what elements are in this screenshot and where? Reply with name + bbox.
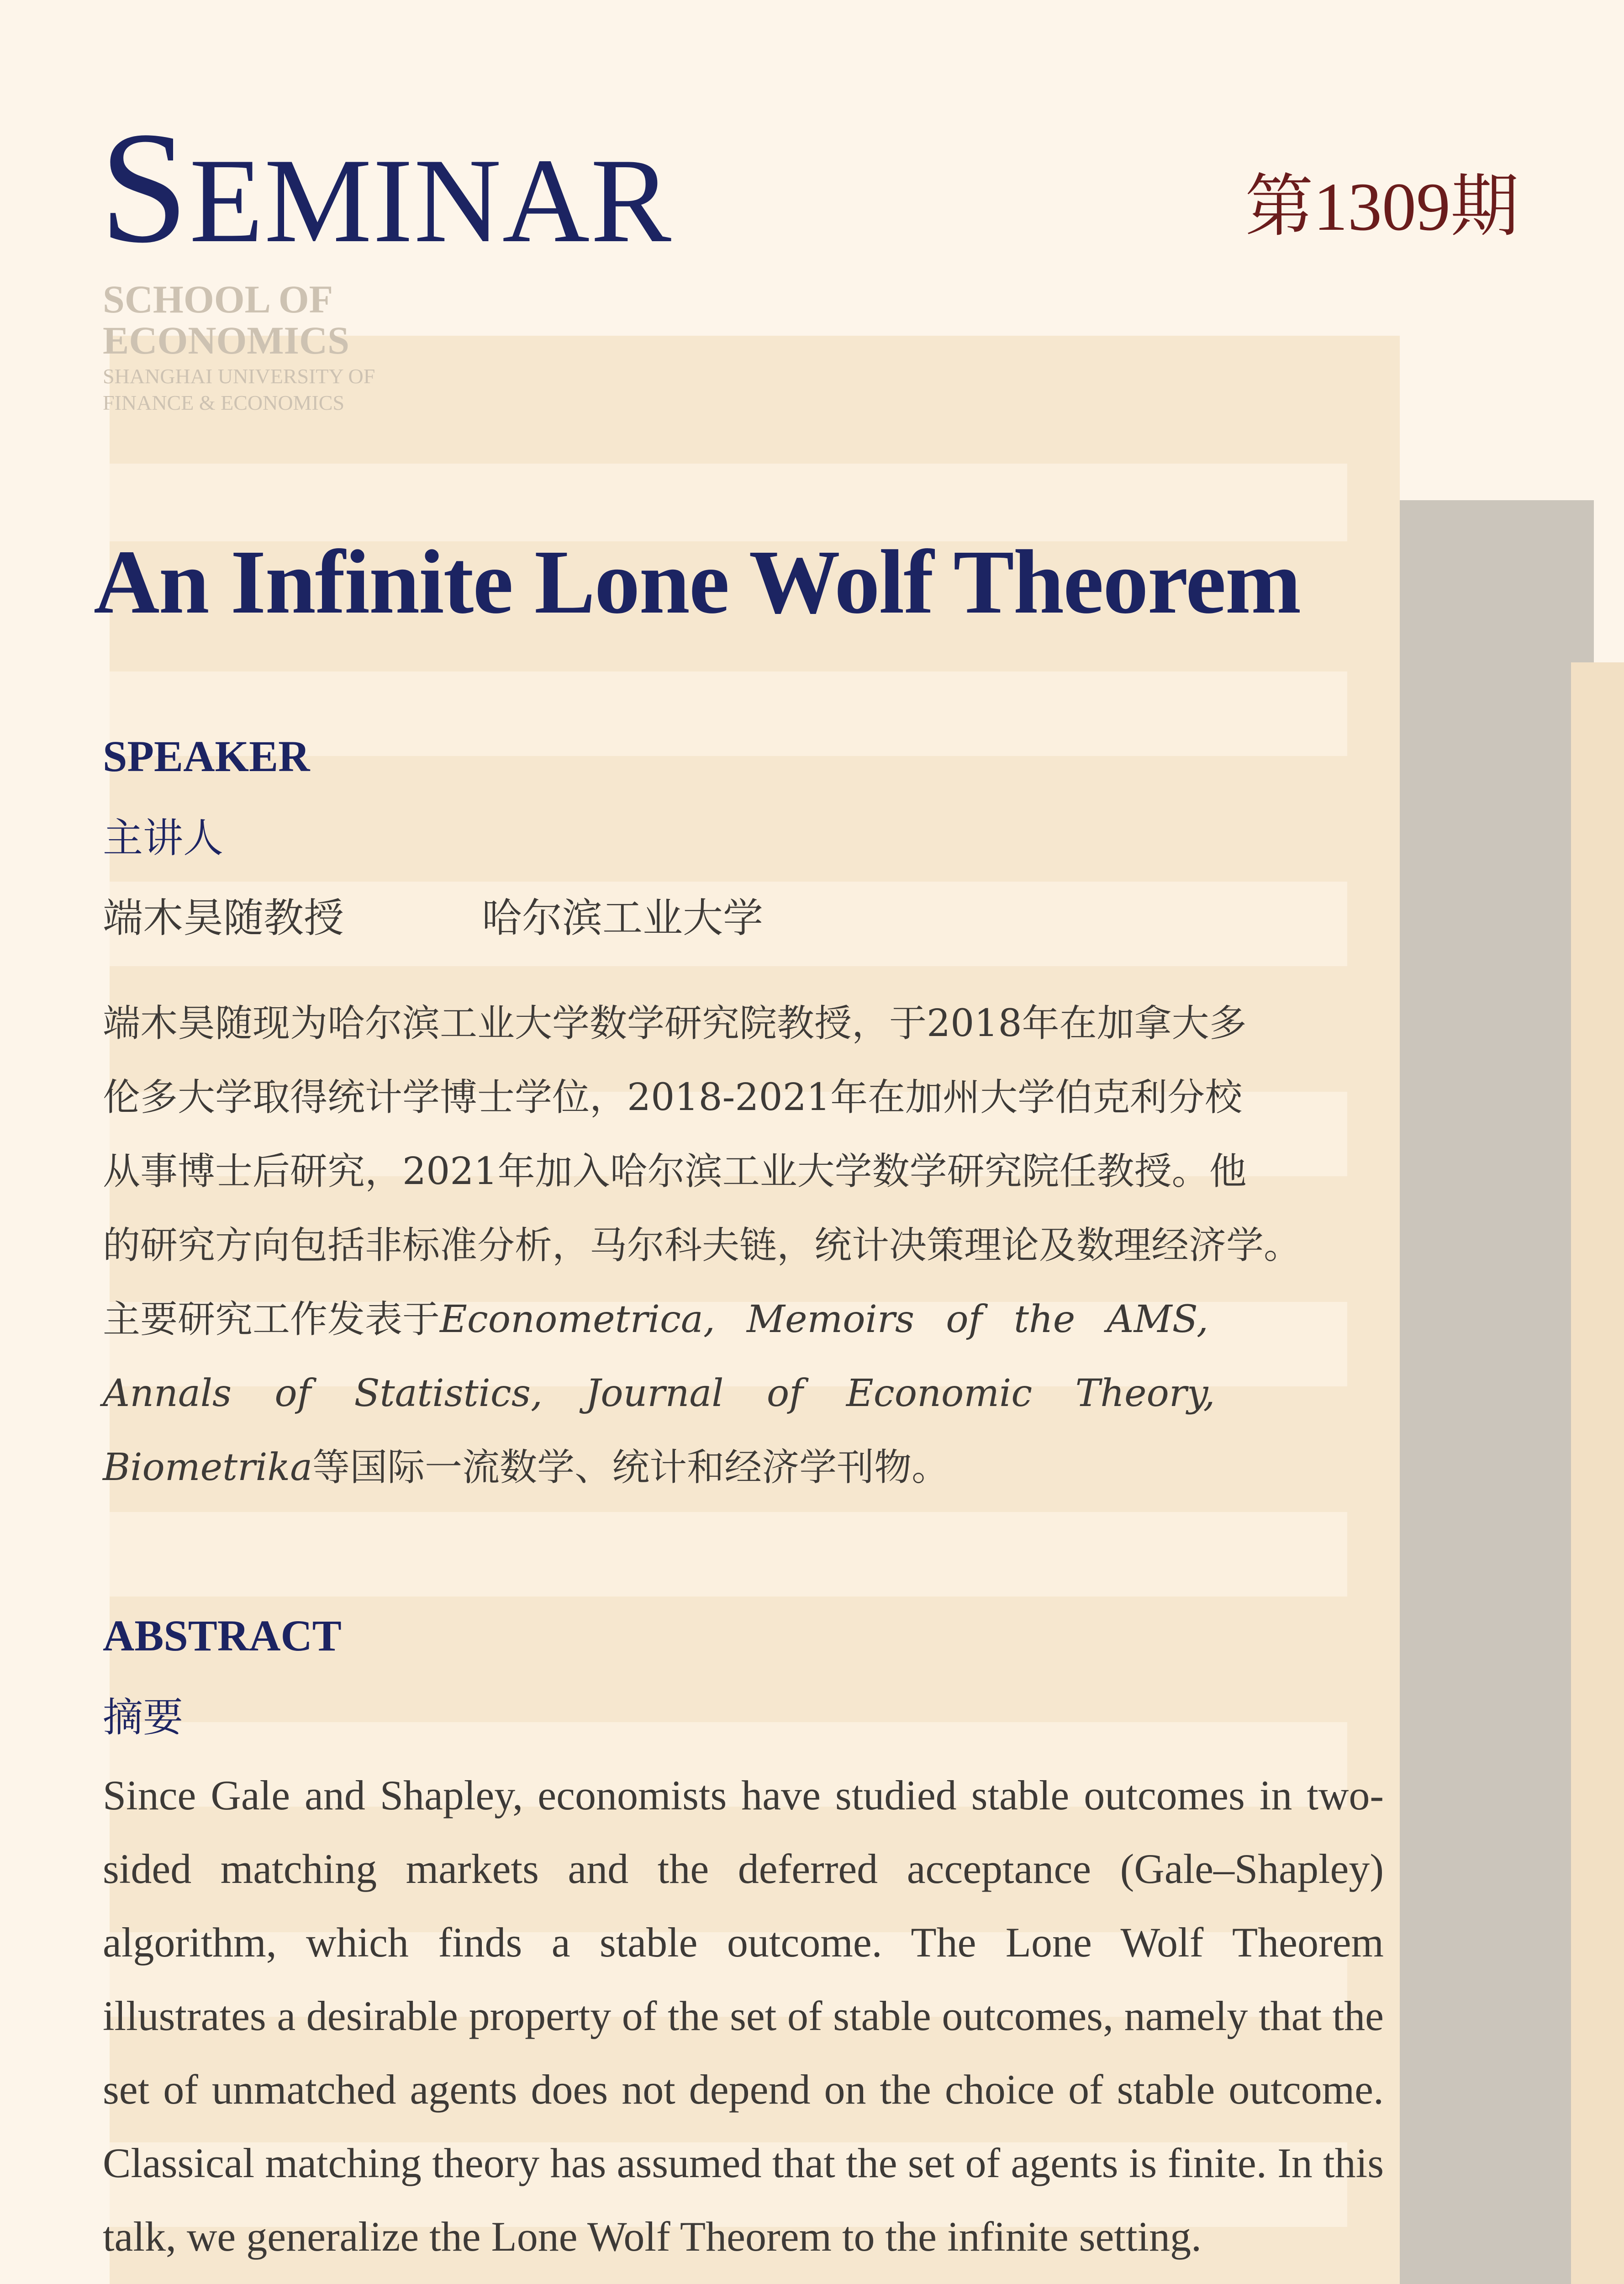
building-side-illustration: [1400, 500, 1594, 2284]
bio-journal: AMS,: [1107, 1298, 1208, 1341]
bio-suffix: 等国际一流数学、统计和经济学刊物。: [312, 1446, 949, 1489]
speaker-label-zh: 主讲人: [103, 814, 224, 862]
bio-journal: Econometrica,: [440, 1298, 715, 1341]
seminar-initial: S: [100, 99, 190, 276]
speaker-affiliation: 哈尔滨工业大学: [482, 894, 764, 941]
talk-title: An Infinite Lone Wolf Theorem: [94, 532, 1301, 633]
school-name-line1: SCHOOL OF: [103, 277, 333, 321]
bio-journal: Biometrika: [103, 1446, 313, 1489]
building-floor-stripe: [110, 1512, 1347, 1597]
issue-number: 第1309期: [1244, 169, 1519, 245]
bio-journal: Journal: [585, 1372, 724, 1415]
university-name-line1: SHANGHAI UNIVERSITY OF: [103, 365, 375, 388]
bio-line: 的研究方向包括非标准分析，马尔科夫链，统计决策理论及数理经济学。: [103, 1224, 1302, 1267]
abstract-label-zh: 摘要: [103, 1694, 184, 1741]
seminar-rest: EMINAR: [189, 134, 672, 268]
speaker-name: 端木昊随教授: [103, 894, 344, 941]
bio-prefix: 主要研究工作发表于: [103, 1298, 440, 1341]
bio-line: [103, 1283, 1377, 1357]
bio-journal: of: [274, 1372, 311, 1415]
university-name-line2: FINANCE & ECONOMICS: [103, 391, 345, 414]
bio-line: 伦多大学取得统计学博士学位，2018-2021年在加州大学伯克利分校: [103, 1076, 1243, 1119]
bio-journal: Theory,: [1075, 1372, 1215, 1415]
bio-journal: of: [766, 1372, 803, 1415]
abstract-text: Since Gale and Shapley, economists have studied stable outcomes in two-sided matching markets and the deferred acceptance (Gale–Shapley) algorithm, which finds a stable outcome. The Lone Wolf Theorem illustrates a desirable property of the set of stable outcomes, namely that the set of unmatched agents does not depend on the choice of stable outcome. Classical matching theory has assumed that the set of agents is finite. In this talk, we generalize the Lone Wolf Theorem to the infinite setting.: [103, 1772, 1384, 2260]
bio-line: [103, 1357, 1377, 1431]
bio-journal: of: [946, 1298, 982, 1341]
speaker-label-en: SPEAKER: [103, 732, 310, 781]
abstract-label-en: ABSTRACT: [103, 1611, 342, 1660]
bio-journal: the: [1014, 1298, 1076, 1341]
building-back-illustration: [1571, 662, 1624, 2284]
seminar-heading: [100, 99, 672, 276]
bio-line: [103, 1431, 1377, 1505]
bio-line: 从事博士后研究，2021年加入哈尔滨工业大学数学研究院任教授。他: [103, 1150, 1247, 1193]
speaker-bio: [103, 987, 1377, 1505]
bio-journal: Memoirs: [746, 1298, 915, 1341]
bio-journal: Statistics,: [354, 1372, 543, 1415]
bio-line: 端木昊随现为哈尔滨工业大学数学研究院教授，于2018年在加拿大多: [103, 1002, 1247, 1045]
school-name-line2: ECONOMICS: [103, 318, 349, 362]
bio-journal: Annals: [103, 1372, 232, 1415]
bio-journal: Economic: [846, 1372, 1033, 1415]
